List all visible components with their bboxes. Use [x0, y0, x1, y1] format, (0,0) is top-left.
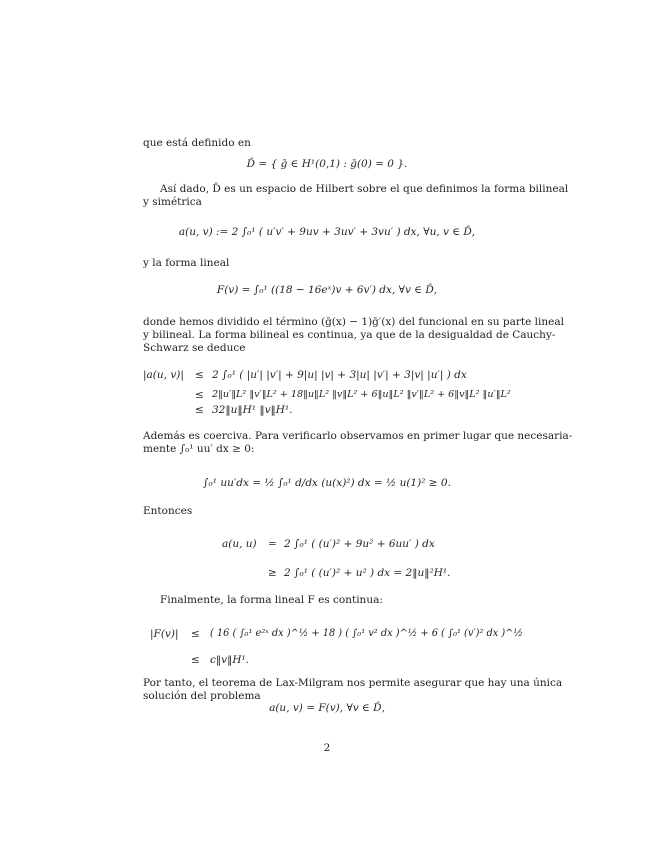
inequality-operator: ≤: [195, 404, 204, 416]
continuity-rhs: c‖v‖H¹.: [210, 654, 250, 666]
equation-domain: D̂ = { ḡ ∈ H¹(0,1) : ḡ(0) = 0 }.: [246, 158, 408, 170]
equation-coercivity-integral: ∫₀¹ uu′dx = ½ ∫₀¹ d/dx (u(x)²) dx = ½ u(1)² ≥ 0.: [203, 477, 451, 489]
paragraph-text: solución del problema: [143, 690, 261, 702]
continuity-rhs: ( 16 ( ∫₀¹ e²ˣ dx )^½ + 18 ) ( ∫₀¹ v² dx )^½ + 6 ( ∫₀¹ (v′)² dx )^½: [210, 628, 523, 639]
coercivity-rhs: 2 ∫₀¹ ( (u′)² + u² ) dx = 2‖u‖²H¹.: [284, 567, 451, 579]
inequality-lhs: |a(u, v)|: [143, 369, 184, 381]
equation-bilinear-form: a(u, v) := 2 ∫₀¹ ( u′v′ + 9uv + 3uv′ + 3vu′ ) dx, ∀u, v ∈ D̂,: [178, 226, 476, 238]
equation-variational-problem: a(u, v) = F(v), ∀v ∈ D̂,: [269, 702, 385, 714]
inequality-operator: ≤: [195, 369, 204, 381]
paragraph-text: que está definido en: [143, 137, 251, 149]
paragraph-text: y simétrica: [143, 196, 202, 208]
paragraph-text: Por tanto, el teorema de Lax-Milgram nos permite asegurar que hay una única: [143, 677, 563, 689]
paragraph-text: donde hemos dividido el término (ḡ(x) − 1)ḡ′(x) del funcional en su parte lineal: [143, 316, 564, 328]
paragraph-text: y bilineal. La forma bilineal es continua, ya que de la desigualdad de Cauchy-: [143, 329, 556, 341]
coercivity-lhs: a(u, u): [222, 538, 257, 550]
continuity-operator: ≤: [191, 654, 200, 666]
paragraph-text: y la forma lineal: [143, 257, 230, 269]
paragraph-text: Finalmente, la forma lineal F es continua:: [160, 594, 383, 606]
continuity-operator: ≤: [191, 628, 200, 640]
paragraph-text: Además es coerciva. Para verificarlo observamos en primer lugar que necesaria-: [143, 430, 573, 442]
inequality-rhs: 2‖u′‖L² ‖v′‖L² + 18‖u‖L² ‖v‖L² + 6‖u‖L² ‖v′‖L² + 6‖v‖L² ‖u′‖L²: [212, 389, 511, 400]
paragraph-text: Entonces: [143, 505, 193, 517]
coercivity-operator: ≥: [268, 567, 277, 579]
paragraph-text: mente ∫₀¹ uu′ dx ≥ 0:: [143, 443, 255, 455]
inequality-rhs: 2 ∫₀¹ ( |u′| |v′| + 9|u| |v| + 3|u| |v′| + 3|v| |u′| ) dx: [212, 369, 467, 381]
continuity-lhs: |F(v)|: [150, 628, 179, 640]
coercivity-operator: =: [268, 538, 277, 550]
page-number: 2: [323, 742, 331, 754]
paragraph-text: Schwarz se deduce: [143, 342, 246, 354]
equation-linear-form: F(v) = ∫₀¹ ((18 − 16eˣ)v + 6v′) dx, ∀v ∈ D̂,: [216, 284, 438, 296]
coercivity-rhs: 2 ∫₀¹ ( (u′)² + 9u² + 6uu′ ) dx: [284, 538, 435, 550]
inequality-operator: ≤: [195, 389, 204, 401]
paragraph-text: Así dado, D̂ es un espacio de Hilbert sobre el que definimos la forma bilineal: [160, 183, 569, 195]
inequality-rhs: 32‖u‖H¹ ‖v‖H¹.: [212, 404, 293, 416]
